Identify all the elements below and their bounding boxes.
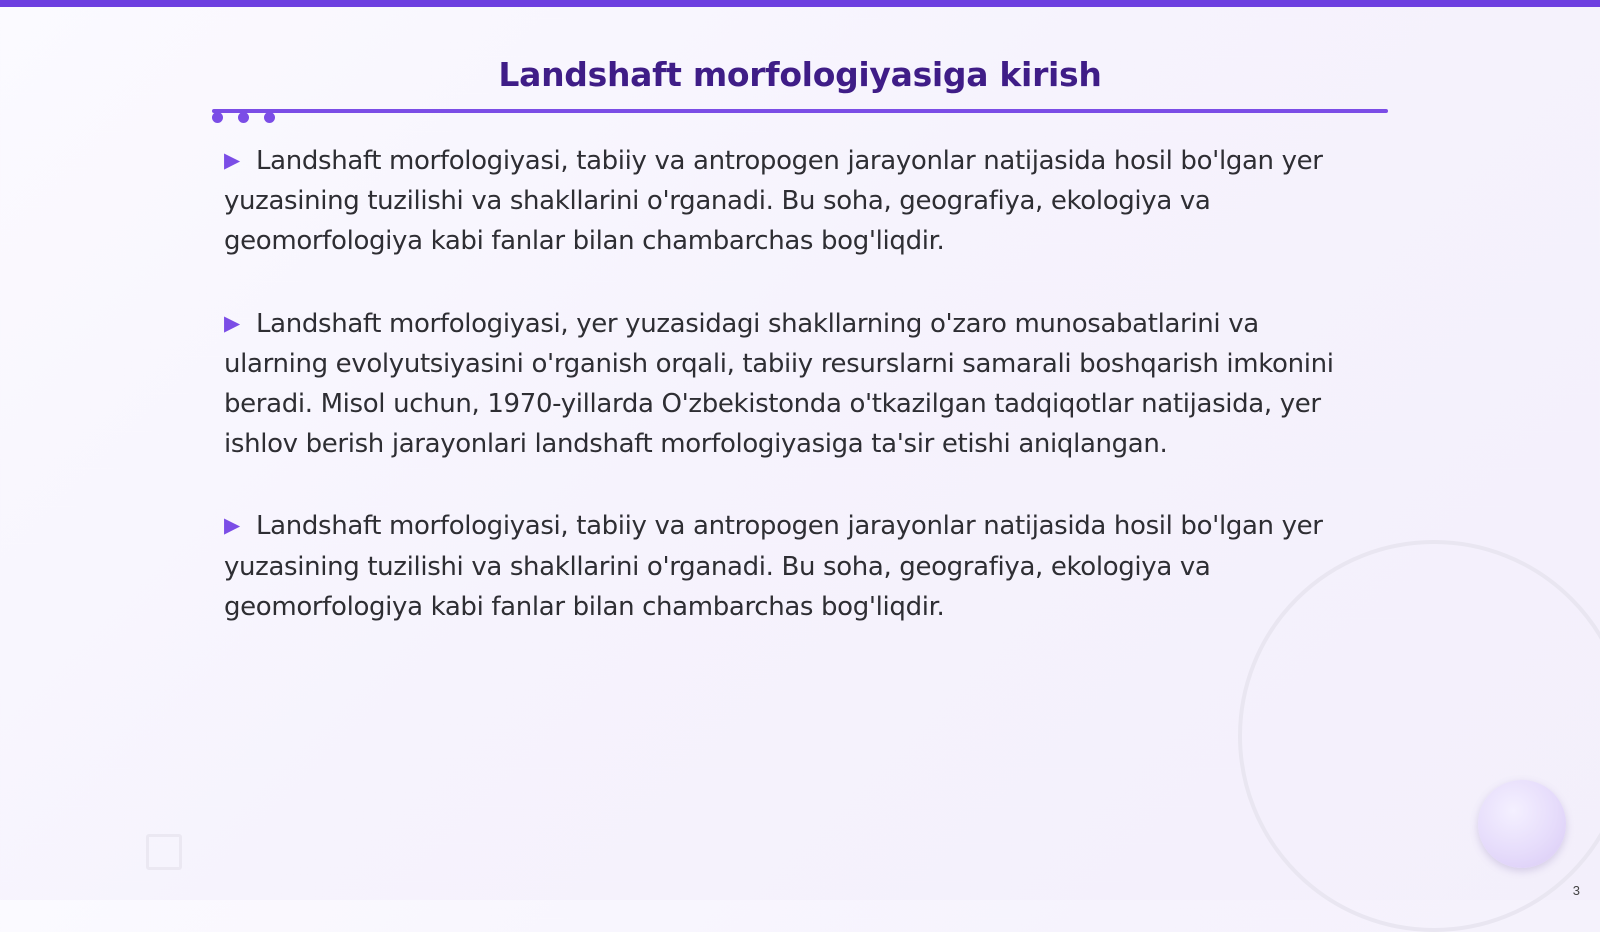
bullet-text: Landshaft morfologiyasi, tabiiy va antropogen jarayonlar natijasida hosil bo'lgan yer yuzasining tuzilishi va shakllarini o'rganadi. Bu soha, geografiya, ekologiya va geomorfologiya kabi fanlar bilan chambarchas bog'liqdir. xyxy=(224,511,1323,622)
triangle-right-icon: ▶ xyxy=(224,148,240,172)
decor-dot xyxy=(238,112,249,123)
decor-dot xyxy=(212,112,223,123)
slide-title: Landshaft morfologiyasiga kirish xyxy=(498,55,1102,94)
bullet-item xyxy=(224,505,1354,627)
decorative-square xyxy=(146,834,182,870)
decorative-ring xyxy=(1238,540,1600,932)
page-number: 3 xyxy=(1572,883,1580,898)
triangle-right-icon: ▶ xyxy=(224,513,240,538)
bullet-item xyxy=(224,140,1354,262)
bullet-text: Landshaft morfologiyasi, yer yuzasidagi shakllarning o'zaro munosabatlarini va ularning evolyutsiyasini o'rganish orqali, tabiiy resurslarni samarali boshqarish imkonini beradi. Misol uchun, 1970-yillarda O'zbekistonda o'tkazilgan tadqiqotlar natijasida, yer ishlov berish jarayonlari landshaft morfologiyasiga ta'sir etishi aniqlangan. xyxy=(224,308,1334,460)
bullet-item xyxy=(224,303,1354,465)
top-accent-bar xyxy=(0,0,1600,7)
title-underline xyxy=(212,109,1388,113)
triangle-right-icon: ▶ xyxy=(224,310,240,335)
decor-dot xyxy=(264,112,275,123)
bullet-text: Landshaft morfologiyasi, tabiiy va antropogen jarayonlar natijasida hosil bo'lgan yer yuzasining tuzilishi va shakllarini o'rganadi. Bu soha, geografiya, ekologiya va geomorfologiya kabi fanlar bilan chambarchas bog'liqdir. xyxy=(224,146,1323,257)
decorative-disc xyxy=(1478,780,1566,868)
bullet-list xyxy=(224,140,1354,668)
